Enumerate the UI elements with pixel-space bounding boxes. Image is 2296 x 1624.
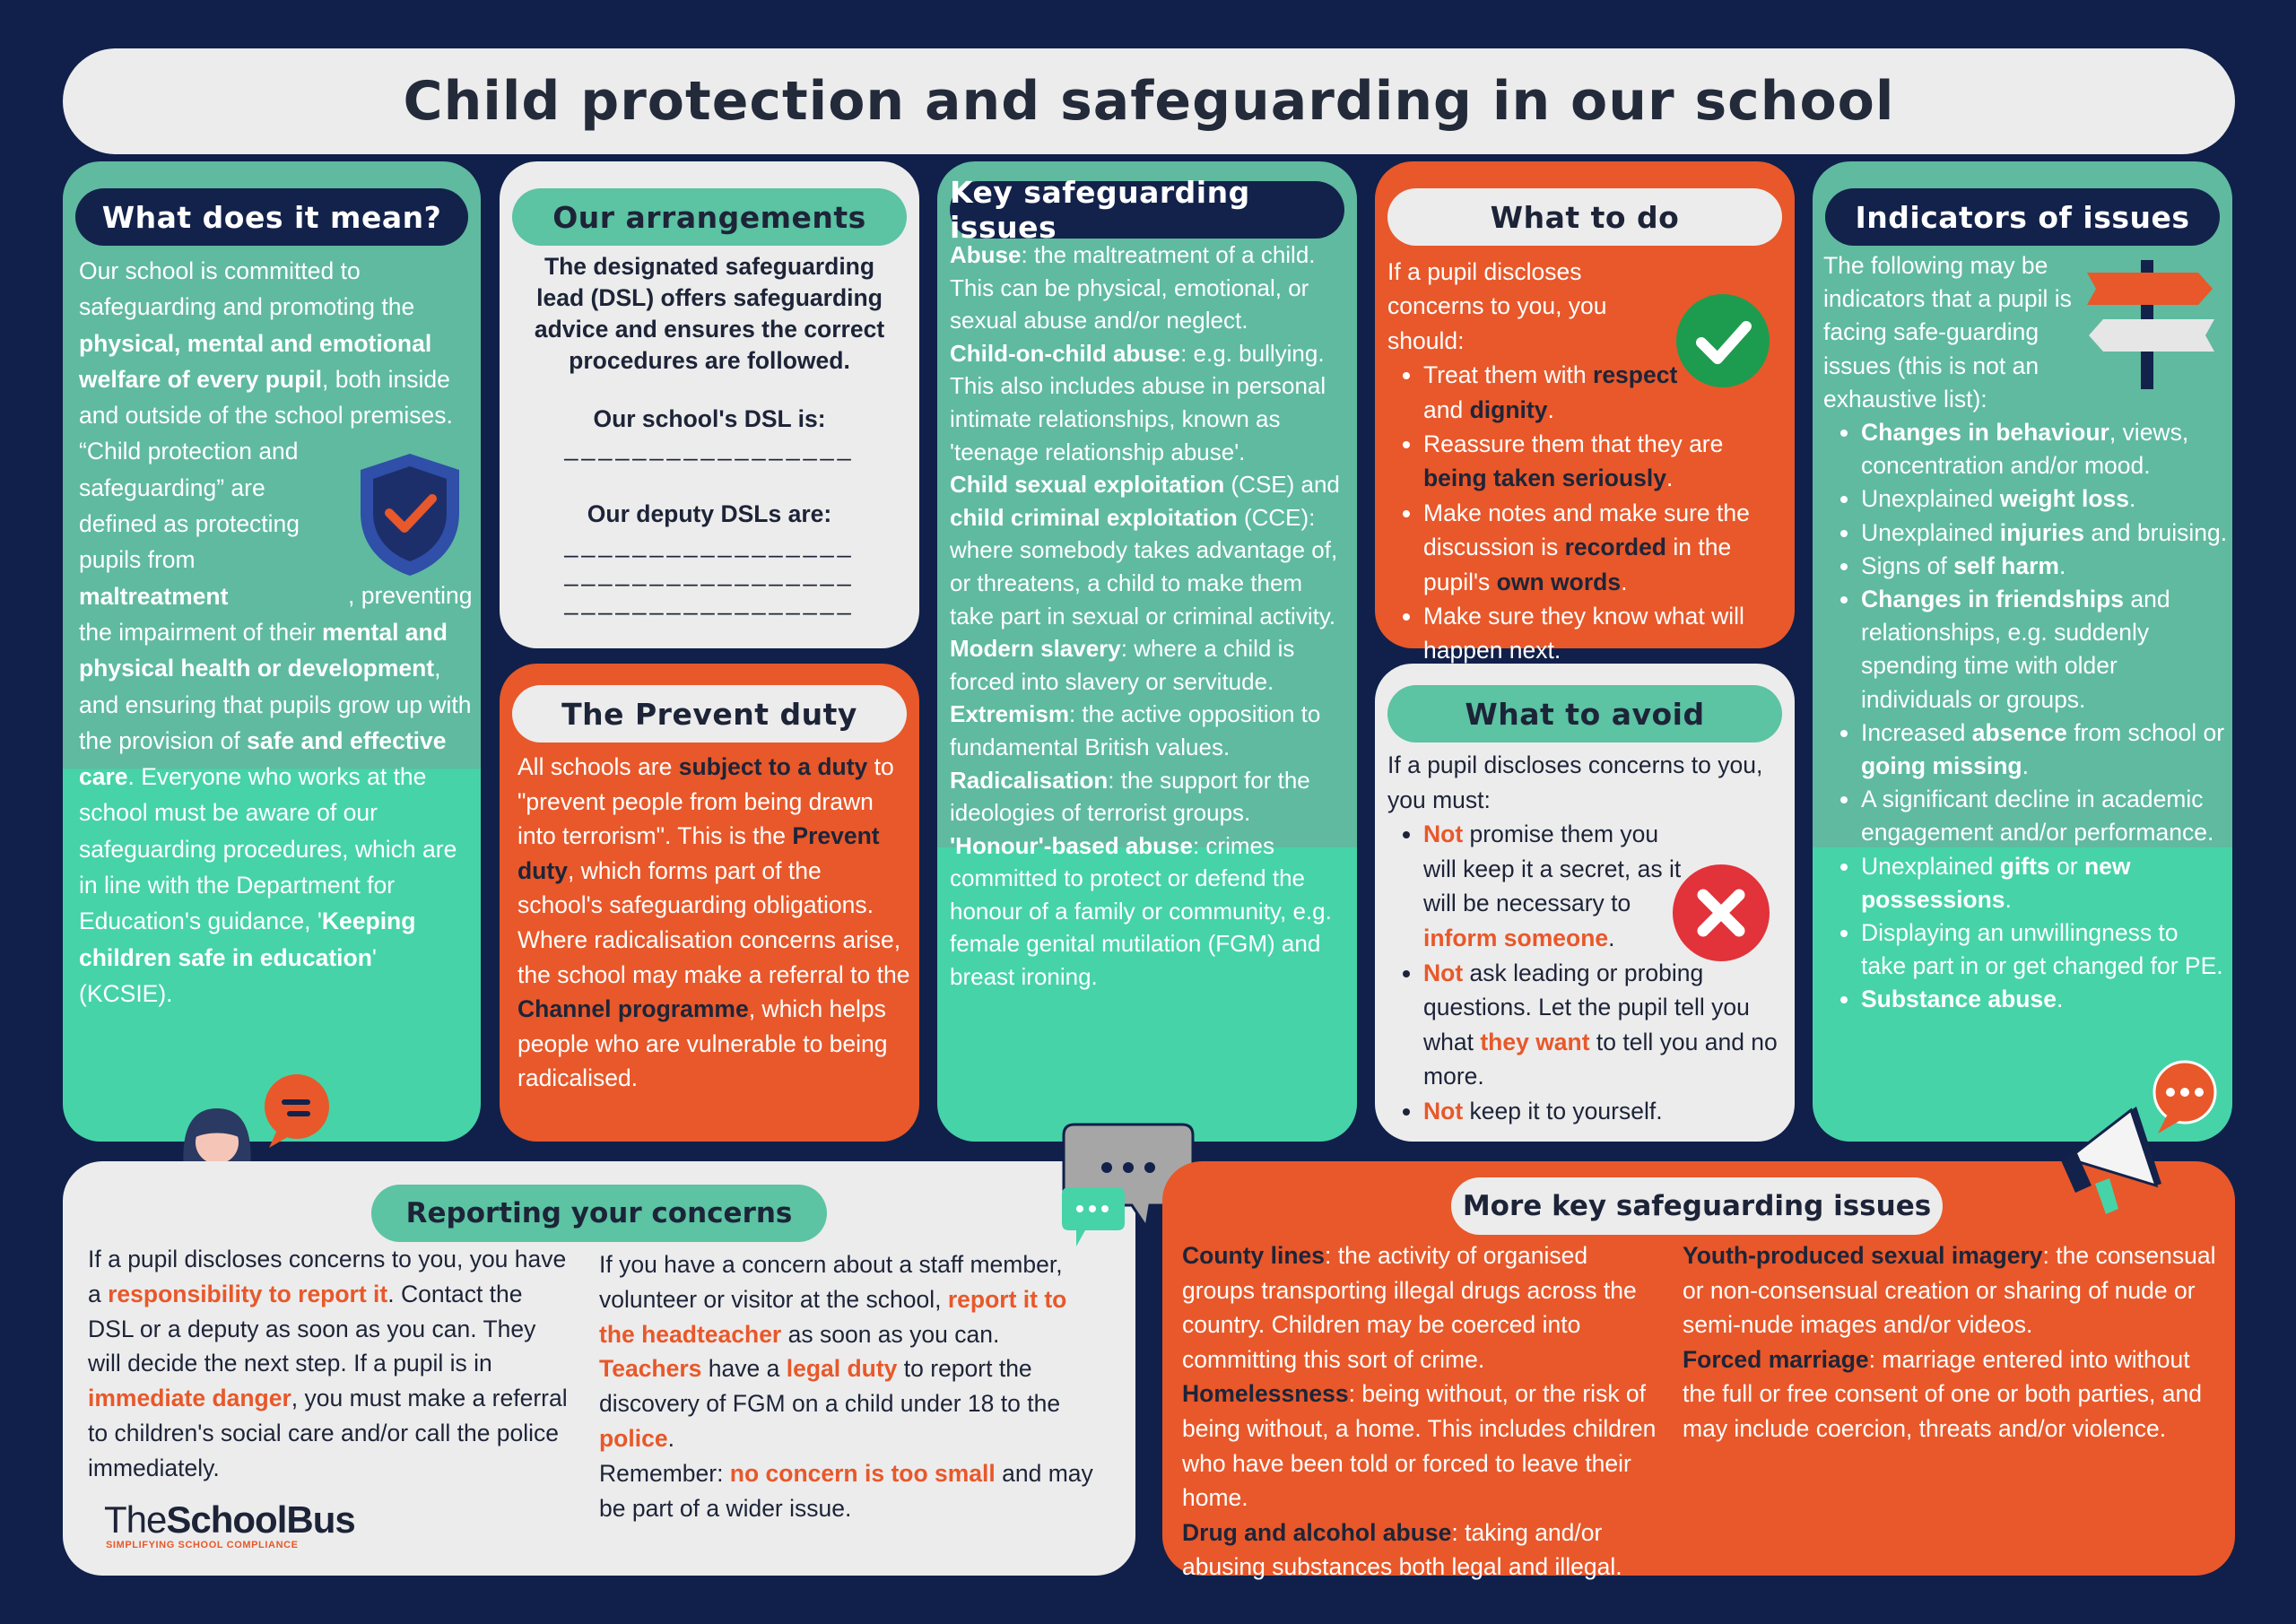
heading-what-to-avoid: What to avoid xyxy=(1387,685,1782,743)
meaning-p2f: safe and effective care xyxy=(79,726,447,791)
more-left xyxy=(1182,1238,1666,1585)
todo-item-1 xyxy=(1423,358,1692,427)
card-more-issues xyxy=(1162,1161,2235,1581)
prevent-e: , which forms part of the school's safeguarding obligations. Where radicalisation concerns arise, the school may make a referral to the xyxy=(517,856,910,988)
meaning-p1b: physical, mental and emotional welfare of every pupil xyxy=(79,329,432,393)
prevent-text xyxy=(517,750,912,1096)
logo-brand: SchoolBus xyxy=(166,1498,355,1541)
more-c1b: : the activity of organised groups transporting illegal drugs across the country. Children may be coerced into committing this sort of crime. xyxy=(1182,1242,1637,1373)
ind-i5b: and relationships, e.g. suddenly spending time with older individuals or groups. xyxy=(1861,586,2170,713)
indicator-3 xyxy=(1861,517,2229,550)
ind-i2c: . xyxy=(2129,485,2136,513)
key-term-extremism: Extremism xyxy=(950,700,1069,728)
heading-prevent-duty: The Prevent duty xyxy=(512,685,907,743)
ind-i5a: Changes in friendships xyxy=(1861,586,2125,613)
ind-i8a: Unexplained xyxy=(1861,852,2000,880)
ind-i6d: going missing xyxy=(1861,752,2022,780)
todo-i2b: being taken seriously xyxy=(1423,465,1666,492)
ind-i6b: absence xyxy=(1971,718,2067,746)
avoid-i2b: they want xyxy=(1480,1028,1590,1055)
more-c2a: Homelessness xyxy=(1182,1380,1349,1408)
key-term-cce: child criminal exploitation xyxy=(950,503,1238,531)
more-c5b: : marriage entered into without the full or free consent of one or both parties, and may include coercion, threats and/or violence. xyxy=(1683,1345,2202,1442)
rep-r2d: to report the discovery of FGM on a child under 18 to the xyxy=(599,1355,1061,1418)
key-term-radicalisation: Radicalisation xyxy=(950,766,1109,794)
more-c3a: Drug and alcohol abuse xyxy=(1182,1518,1452,1546)
heading-what-does-it-mean: What does it mean? xyxy=(75,188,468,246)
more-c4a: Youth-produced sexual imagery xyxy=(1683,1242,2043,1269)
page-title: Child protection and safeguarding in our school xyxy=(403,70,1895,133)
logo xyxy=(104,1500,355,1550)
deputy-blank-2: _________________ xyxy=(564,560,855,586)
prevent-f: Channel programme xyxy=(517,995,749,1023)
meaning-p2i: ' (KCSIE). xyxy=(79,943,377,1007)
ind-i3a: Unexplained xyxy=(1861,518,2000,546)
ind-i3c: and bruising. xyxy=(2083,518,2228,546)
key-text-cse: (CSE) and xyxy=(1224,471,1340,499)
todo-i1c: and xyxy=(1423,395,1470,423)
rep-r1a: If you have a concern about a staff member, volunteer or visitor at the school, xyxy=(599,1251,1063,1313)
ind-i8c: or xyxy=(2049,852,2084,880)
reporting-left xyxy=(88,1242,572,1486)
indicator-1 xyxy=(1861,416,2229,482)
prevent-a: All schools are xyxy=(517,753,679,780)
indicator-6 xyxy=(1861,716,2229,783)
deputy-blank-1: _________________ xyxy=(564,531,855,558)
key-text-slavery: : where a child is forced into slavery or servitude. xyxy=(950,635,1295,695)
indicator-2 xyxy=(1861,482,2229,516)
meaning-p2e: , and ensuring that pupils grow up with the provision of xyxy=(79,655,472,754)
avoid-not-1: Not xyxy=(1423,821,1464,848)
rep-r2b: have a xyxy=(701,1355,787,1383)
prevent-g: , which helps people who are vulnerable to being radicalised. xyxy=(517,995,888,1092)
card-what-to-do xyxy=(1375,161,1795,664)
card-what-to-avoid xyxy=(1375,664,1795,1142)
key-text-child-on-child: : e.g. bullying. This also includes abuse in personal intimate relationships, known as 'teenage relationship abuse'. xyxy=(950,339,1326,465)
indicators-text xyxy=(1823,249,2229,1017)
key-text-radicalisation: : the support for the ideologies of terrorist groups. xyxy=(950,766,1310,827)
ind-i2a: Unexplained xyxy=(1861,485,2000,513)
key-issues-text xyxy=(950,239,1350,994)
todo-intro: If a pupil discloses concerns to you, you should: xyxy=(1387,258,1607,354)
avoid-item-3 xyxy=(1423,1094,1791,1129)
key-text-extremism: : the active opposition to fundamental British values. xyxy=(950,700,1321,760)
ind-i8e: . xyxy=(2005,885,2012,913)
ind-i6c: from school or xyxy=(2066,718,2225,746)
meaning-p1a: Our school is committed to safeguarding and promoting the xyxy=(79,257,415,321)
todo-i3e: . xyxy=(1621,568,1628,595)
deputy-blank-3: _________________ xyxy=(564,588,855,615)
avoid-i3: keep it to yourself. xyxy=(1463,1097,1663,1125)
avoid-i2c: to tell you and no more. xyxy=(1423,1028,1778,1090)
card-our-arrangements xyxy=(500,161,919,648)
indicator-5 xyxy=(1861,583,2229,716)
avoid-item-2 xyxy=(1423,956,1791,1094)
indicator-9: • Displaying an unwillingness to take part in or get changed for PE. xyxy=(1861,916,2229,983)
todo-item-2 xyxy=(1423,427,1791,496)
more-c4b: : the consensual or non-consensual creation or sharing of nude or semi-nude images and/or videos. xyxy=(1683,1242,2216,1339)
todo-i3b: recorded xyxy=(1564,534,1666,561)
card-key-issues xyxy=(937,161,1357,1142)
dsl-blank: _________________ xyxy=(564,434,855,461)
rep-l1c: . Contact the DSL or a deputy as soon as you can. They will decide the next step. If a pupil is in xyxy=(88,1280,536,1377)
meaning-p2d: mental and physical health or development xyxy=(79,618,448,682)
heading-what-to-do: What to do xyxy=(1387,188,1782,246)
reporting-right xyxy=(599,1247,1101,1525)
indicators-intro: The following may be indicators that a pupil is facing safe-guarding issues (this is not an exhaustive list): xyxy=(1823,252,2072,413)
key-term-honour: 'Honour'-based abuse xyxy=(950,831,1193,859)
rep-r2e: police xyxy=(599,1424,668,1452)
meaning-p2c: , preventing the impairment of their xyxy=(79,582,473,646)
rep-r2c: legal duty xyxy=(786,1355,898,1383)
indicator-8 xyxy=(1861,850,2229,916)
ind-i10b: . xyxy=(2056,986,2064,1013)
ind-i1a: Changes in behaviour xyxy=(1861,419,2109,447)
heading-reporting: Reporting your concerns xyxy=(371,1185,827,1242)
rep-r2f: . xyxy=(667,1424,674,1452)
prevent-b: subject to a duty xyxy=(678,753,868,780)
card-indicators xyxy=(1813,161,2232,1142)
ind-i3b: injuries xyxy=(1999,518,2084,546)
avoid-i1c: . xyxy=(1608,924,1615,951)
todo-i1b: respect xyxy=(1593,361,1678,389)
indicator-7: • A significant decline in academic engagement and/or performance. xyxy=(1861,783,2229,849)
ind-i4c: . xyxy=(2058,551,2066,579)
avoid-i1a: promise them you will keep it a secret, as it will be necessary to xyxy=(1423,821,1682,917)
more-c2b: : being without, or the risk of being without, a home. This includes children who have been told or forced to leave their home. xyxy=(1182,1380,1657,1512)
heading-key-issues: Key safeguarding issues xyxy=(950,181,1344,239)
more-c3b: : taking and/or abusing substances both legal and illegal. xyxy=(1182,1518,1622,1581)
key-text-cce: (CCE): where somebody takes advantage of, or threatens, a child to make them take part in sexual or criminal activity. xyxy=(950,503,1338,630)
card-what-does-it-mean xyxy=(63,161,481,1142)
heading-our-arrangements: Our arrangements xyxy=(512,188,907,246)
indicator-4 xyxy=(1861,550,2229,583)
avoid-text xyxy=(1387,748,1791,1129)
ind-i8b: gifts xyxy=(1999,852,2050,880)
meaning-p2b: maltreatment xyxy=(79,582,229,610)
key-text-abuse: : the maltreatment of a child. This can be physical, emotional, or sexual abuse and/or neglect. xyxy=(950,241,1316,334)
arrangements-intro: The designated safeguarding lead (DSL) offers safeguarding advice and ensures the correct procedures are followed. xyxy=(534,253,885,374)
megaphone-icon xyxy=(2041,1060,2233,1221)
ind-i6a: Increased xyxy=(1861,718,1972,746)
heading-indicators: Indicators of issues xyxy=(1825,188,2220,246)
card-reporting xyxy=(63,1161,1135,1576)
avoid-intro: If a pupil discloses concerns to you, you must: xyxy=(1387,751,1763,813)
rep-l1d: immediate danger xyxy=(88,1385,291,1412)
meaning-text xyxy=(79,253,474,1012)
ind-i8d: new possessions xyxy=(1861,852,2131,913)
rep-l1e: , you must make a referral to children's social care and/or call the police immediately. xyxy=(88,1385,568,1481)
prevent-c: to "prevent people from being drawn into terrorism". This is the xyxy=(517,753,894,850)
meaning-p2-wrap xyxy=(79,433,348,613)
ind-i4a: Signs of xyxy=(1861,551,1954,579)
more-c1a: County lines xyxy=(1182,1242,1326,1269)
key-text-honour: : crimes committed to protect or defend the honour of a family or community, e.g. female genital mutilation (FGM) and breast ironing. xyxy=(950,831,1332,991)
ind-i4b: self harm xyxy=(1953,551,2059,579)
key-term-slavery: Modern slavery xyxy=(950,635,1121,663)
meaning-p2h: Keeping children safe in education xyxy=(79,908,416,971)
todo-i1d: dignity xyxy=(1469,395,1548,423)
title-bar xyxy=(63,48,2235,154)
more-c5a: Forced marriage xyxy=(1683,1345,1869,1373)
avoid-not-2: Not xyxy=(1423,959,1464,986)
todo-i1e: . xyxy=(1547,395,1554,423)
prevent-d: Prevent duty xyxy=(517,822,880,884)
key-term-cse: Child sexual exploitation xyxy=(950,471,1225,499)
meaning-p2a: “Child protection and safeguarding” are defined as protecting pupils from xyxy=(79,438,300,574)
rep-r3c: and may be part of a wider issue. xyxy=(599,1459,1093,1522)
todo-i2c: . xyxy=(1665,465,1674,492)
heading-more-issues: More key safeguarding issues xyxy=(1451,1177,1943,1235)
key-term-child-on-child: Child-on-child abuse xyxy=(950,339,1181,367)
card-prevent-duty xyxy=(500,664,919,1142)
ind-i6e: . xyxy=(2022,752,2029,780)
meaning-p1c: , both inside and outside of the school premises. xyxy=(79,365,453,430)
ind-i2b: weight loss xyxy=(1999,485,2130,513)
key-term-abuse: Abuse xyxy=(950,241,1022,268)
todo-i3d: own words xyxy=(1496,568,1622,595)
more-right xyxy=(1683,1238,2221,1446)
todo-text xyxy=(1387,255,1791,668)
todo-item-4: • Make sure they know what will happen next. xyxy=(1423,599,1791,668)
rep-l1a: If a pupil discloses concerns to you, you have a xyxy=(88,1246,567,1307)
rep-r3a: Remember: xyxy=(599,1459,730,1487)
deputy-label: Our deputy DSLs are: xyxy=(587,500,832,527)
rep-r2a: Teachers xyxy=(599,1355,702,1383)
dsl-label: Our school's DSL is: xyxy=(593,405,826,432)
rep-l1b: responsibility to report it xyxy=(108,1280,388,1307)
indicator-10 xyxy=(1861,983,2229,1016)
avoid-i1b: inform someone xyxy=(1423,924,1609,951)
logo-tagline: SIMPLIFYING SCHOOL COMPLIANCE xyxy=(106,1540,299,1550)
avoid-i2a: ask leading or probing questions. Let the pupil tell you what xyxy=(1423,959,1750,1055)
ind-i1b: , views, concentration and/or mood. xyxy=(1861,419,2189,480)
rep-r1c: as soon as you can. xyxy=(781,1320,1000,1348)
todo-i3a: Make notes and make sure the discussion is xyxy=(1423,499,1750,561)
logo-the: The xyxy=(104,1498,167,1541)
rep-r3b: no concern is too small xyxy=(729,1459,996,1487)
meaning-p2g: . Everyone who works at the school must be aware of our safeguarding procedures, which are in line with the Department for Education's guidance, ' xyxy=(79,763,457,935)
ind-i10a: Substance abuse xyxy=(1861,986,2057,1013)
avoid-not-3: Not xyxy=(1423,1097,1464,1125)
avoid-item-1 xyxy=(1423,817,1683,955)
todo-i3c: in the pupil's xyxy=(1423,534,1732,595)
todo-item-3 xyxy=(1423,496,1791,599)
todo-i2a: Reassure them that they are xyxy=(1423,430,1724,458)
rep-r1b: report it to the headteacher xyxy=(599,1285,1067,1348)
todo-i1a: Treat them with xyxy=(1423,361,1593,389)
